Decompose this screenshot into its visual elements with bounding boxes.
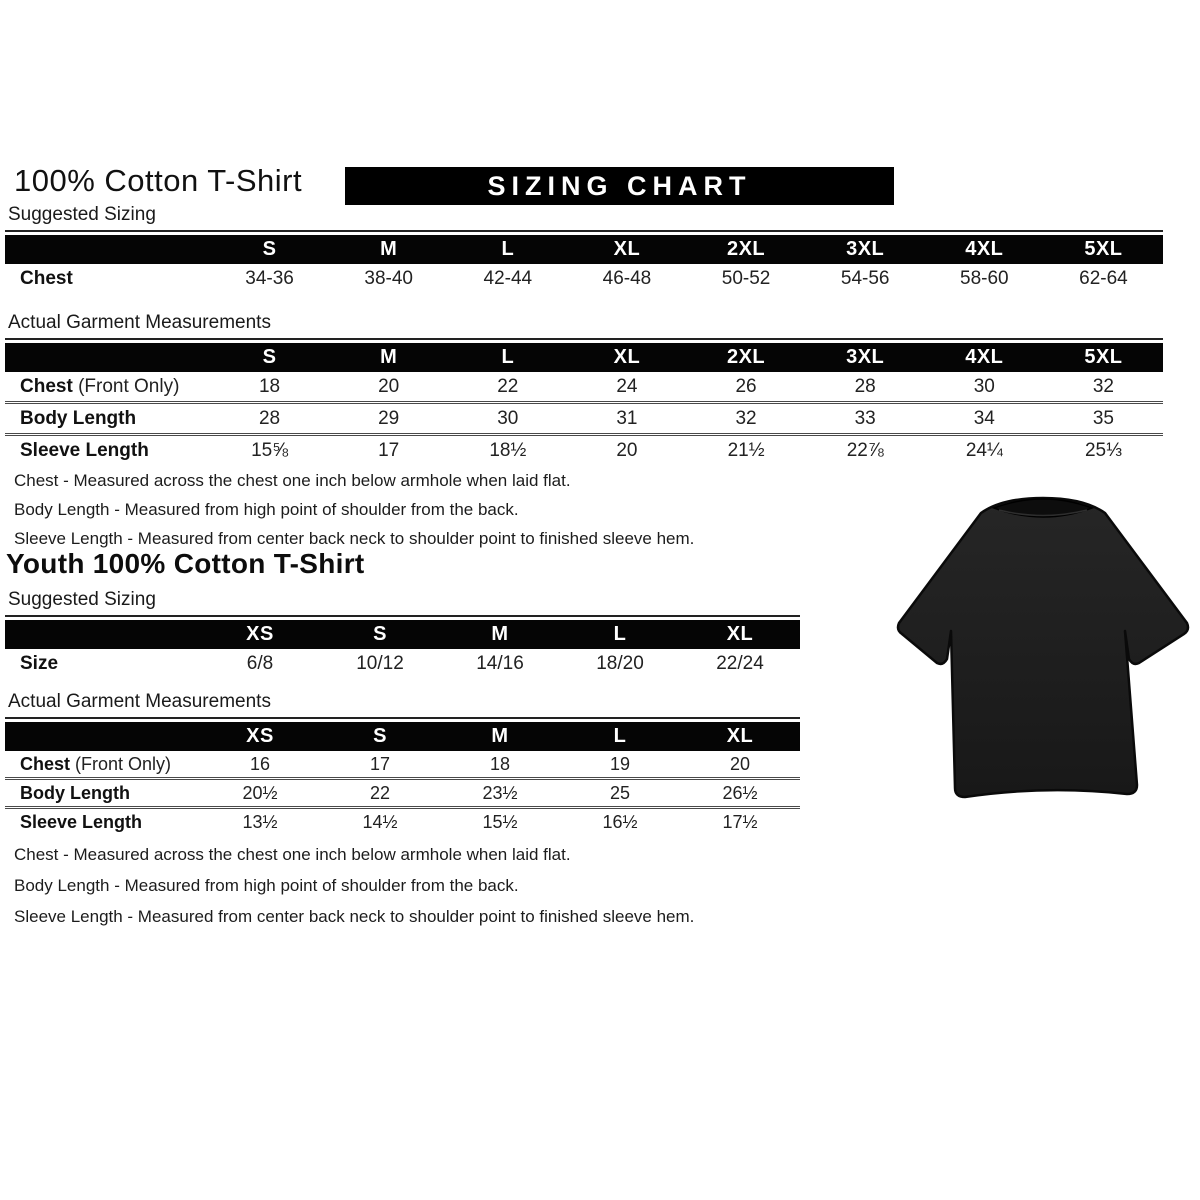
cell: 38-40 <box>364 267 413 289</box>
table-header-row <box>5 343 1163 372</box>
column-header: XL <box>567 343 686 372</box>
measurement-note: Chest - Measured across the chest one inch below armhole when laid flat. <box>14 845 571 864</box>
cell: 35 <box>1044 403 1163 435</box>
youth-measurement-notes <box>14 839 694 932</box>
adult-suggested-sizing-label: Suggested Sizing <box>5 204 1163 232</box>
row-label: Chest (Front Only) <box>20 753 172 774</box>
cell: 26 <box>735 375 757 397</box>
cell: 62-64 <box>1079 267 1128 289</box>
table-header-row <box>5 722 800 751</box>
column-header: L <box>560 722 680 751</box>
table-row <box>5 808 800 836</box>
cell: 14/16 <box>476 652 524 674</box>
sizing-chart-banner-label: SIZING CHART <box>487 170 752 201</box>
adult-measurement-notes <box>14 466 694 553</box>
table-row <box>5 264 1163 293</box>
measurement-note: Sleeve Length - Measured from center back neck to shoulder point to finished sleeve hem. <box>14 529 695 548</box>
cell: 16 <box>249 753 271 774</box>
cell: 18/20 <box>596 652 644 674</box>
page-title: 100% Cotton T-Shirt <box>14 163 303 198</box>
column-header-spacer <box>5 722 200 751</box>
cell: 34 <box>925 403 1044 435</box>
table-row <box>5 372 1163 403</box>
adult-garment-measurements-table <box>5 343 1163 465</box>
column-header: 4XL <box>925 235 1044 264</box>
measurement-note: Body Length - Measured from high point of shoulder from the back. <box>14 876 519 895</box>
row-label: Chest (Front Only) <box>20 375 180 397</box>
youth-section-title: Youth 100% Cotton T-Shirt <box>6 548 365 579</box>
cell: 18 <box>258 375 281 397</box>
column-header-spacer <box>5 620 200 649</box>
cell: 29 <box>329 403 448 435</box>
cell: 50-52 <box>721 267 771 289</box>
cell: 6/8 <box>246 652 274 674</box>
row-label: Sleeve Length <box>5 435 210 466</box>
column-header: 3XL <box>806 343 925 372</box>
column-header: L <box>560 620 680 649</box>
youth-garment-measurements-section <box>5 691 800 835</box>
cell: 16½ <box>560 808 680 836</box>
cell: 20 <box>729 753 751 774</box>
sizing-chart-banner <box>345 167 894 205</box>
column-header: 4XL <box>925 343 1044 372</box>
measurement-note: Body Length - Measured from high point of shoulder from the back. <box>14 500 519 519</box>
cell: 24¼ <box>925 435 1044 466</box>
column-header: XL <box>680 722 800 751</box>
cell: 46-48 <box>602 267 652 289</box>
cell: 28 <box>854 375 876 397</box>
column-header: XL <box>567 235 686 264</box>
column-header: S <box>320 620 440 649</box>
column-header: S <box>210 343 329 372</box>
column-header: S <box>210 235 329 264</box>
adult-garment-measurements-label: Actual Garment Measurements <box>5 312 1163 340</box>
cell: 21½ <box>687 435 806 466</box>
cell: 20 <box>378 375 400 397</box>
table-row <box>5 403 1163 435</box>
cell: 22/24 <box>716 652 764 674</box>
cell: 20½ <box>200 779 320 808</box>
youth-garment-measurements-label: Actual Garment Measurements <box>5 691 800 719</box>
youth-suggested-sizing-label: Suggested Sizing <box>5 589 800 617</box>
cell: 19 <box>609 753 631 774</box>
table-row <box>5 751 800 779</box>
cell: 42-44 <box>483 267 533 289</box>
cell: 33 <box>806 403 925 435</box>
column-header: XS <box>200 620 320 649</box>
cell: 18½ <box>448 435 567 466</box>
table-header-row <box>5 235 1163 264</box>
cell: 25⅓ <box>1044 435 1163 466</box>
table-row <box>5 435 1163 466</box>
column-header: L <box>448 343 567 372</box>
adult-suggested-sizing-table <box>5 235 1163 293</box>
column-header-spacer <box>5 343 210 372</box>
youth-garment-measurements-table <box>5 722 800 835</box>
cell: 13½ <box>200 808 320 836</box>
cell: 22 <box>320 779 440 808</box>
cell: 31 <box>567 403 686 435</box>
cell: 10/12 <box>356 652 404 674</box>
column-header: 5XL <box>1044 343 1163 372</box>
youth-suggested-sizing-section <box>5 589 800 678</box>
measurement-note: Chest - Measured across the chest one inch below armhole when laid flat. <box>14 471 571 490</box>
cell: 15½ <box>440 808 560 836</box>
column-header: 2XL <box>687 235 806 264</box>
column-header: M <box>329 235 448 264</box>
tshirt-body <box>898 498 1188 797</box>
adult-garment-measurements-section <box>5 312 1163 465</box>
cell: 32 <box>687 403 806 435</box>
column-header-spacer <box>5 235 210 264</box>
row-label: Size <box>20 652 59 674</box>
cell: 30 <box>973 375 995 397</box>
cell: 17 <box>369 753 391 774</box>
cell: 18 <box>489 753 511 774</box>
column-header: L <box>448 235 567 264</box>
cell: 58-60 <box>960 267 1009 289</box>
column-header: 5XL <box>1044 235 1163 264</box>
table-row <box>5 779 800 808</box>
row-label: Sleeve Length <box>5 808 200 836</box>
column-header: M <box>440 722 560 751</box>
cell: 22⅞ <box>806 435 925 466</box>
tshirt-image <box>893 487 1193 805</box>
column-header: M <box>440 620 560 649</box>
row-label: Chest <box>20 267 73 289</box>
table-row <box>5 649 800 678</box>
cell: 34-36 <box>245 267 294 289</box>
column-header: M <box>329 343 448 372</box>
cell: 26½ <box>680 779 800 808</box>
cell: 17 <box>329 435 448 466</box>
cell: 30 <box>448 403 567 435</box>
cell: 24 <box>616 375 638 397</box>
adult-suggested-sizing-section <box>5 204 1163 293</box>
cell: 14½ <box>320 808 440 836</box>
column-header: XL <box>680 620 800 649</box>
cell: 23½ <box>440 779 560 808</box>
column-header: XS <box>200 722 320 751</box>
cell: 17½ <box>680 808 800 836</box>
measurement-note: Sleeve Length - Measured from center back neck to shoulder point to finished sleeve hem. <box>14 907 695 926</box>
column-header: S <box>320 722 440 751</box>
column-header: 2XL <box>687 343 806 372</box>
column-header: 3XL <box>806 235 925 264</box>
row-label: Body Length <box>5 779 200 808</box>
cell: 25 <box>560 779 680 808</box>
cell: 54-56 <box>840 267 890 289</box>
cell: 32 <box>1092 375 1114 397</box>
cell: 20 <box>567 435 686 466</box>
table-header-row <box>5 620 800 649</box>
row-label: Body Length <box>5 403 210 435</box>
cell: 15⅝ <box>210 435 329 466</box>
cell: 28 <box>210 403 329 435</box>
cell: 22 <box>497 375 519 397</box>
youth-suggested-sizing-table <box>5 620 800 678</box>
